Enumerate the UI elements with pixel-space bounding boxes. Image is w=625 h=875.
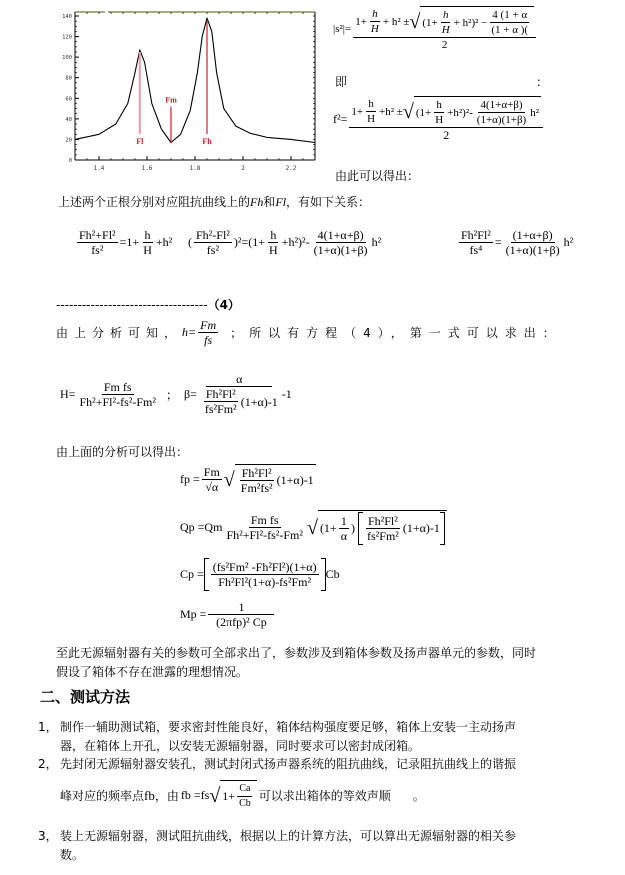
f2-rad-b: +h²)²- [447,106,473,119]
relation-2: ( $\frac{\text{Fh²-Fl²}}{\text{fs²}}$ )²=(1+ $\frac{h}{H}$ +h²)²- $\frac{4(1+\alpha+\beta)}{(1+\alpha)(1+\beta)}$ h² [188,228,382,257]
relation-1: $\frac{\text{Fh²+Fl²}}{\text{fs²}}$ =1+ $\frac{h}{H}$ +h² [79,228,173,257]
f2-den: 2 [443,128,450,142]
x-tick-label: 2.2 [285,165,297,172]
mp-den: (2πfp)² Cp [216,615,267,629]
beta-tail: -1 [281,386,292,401]
e2-tail: h² [371,235,382,249]
cp-num: (fs²Fm² -Fh²Fl²)(1+α) [212,560,317,574]
y-tick-label: 100 [62,55,72,62]
e1-den: fs² [91,243,104,257]
marker-label-fm: Fm [165,95,177,105]
formula-s2 [333,6,538,52]
marker-label-fh: Fh [202,137,212,146]
item-2-line-2b: ，由 [154,788,179,803]
beta-num: α [206,372,272,387]
semicolon: ； [165,387,178,402]
h-num: Fm [200,318,217,332]
item-1-line-1: 制作一辅助测试箱，要求密封性能良好，箱体结构强度要足够，箱体上安装一主动扬声 [60,720,517,734]
beta-inner-den: fs²Fm² [204,402,237,416]
qp-num: Fm fs [250,513,279,527]
formula-fp: fp = $\frac{Fm}{√\alpha}$ √ $\frac{\text{Fh²Fl²}}{\text{Fm²fs²}}$ (1+α)-1 [180,465,314,495]
fp-den: √α [205,480,219,494]
fp-rad-num: Fh²Fl² [241,466,272,480]
qp-rad-a: (1+ [319,521,337,535]
e3-num: Fh²Fl² [461,228,491,242]
relation-3 [457,228,573,257]
e2-open: ( [188,235,192,249]
cp-den: Fh²Fl²(1+α)-fs²Fm² [218,575,312,589]
summary-line-2: 假设了箱体不存在泄露的理想情况。 [56,665,249,679]
eq4-label: （4） [207,298,240,312]
item-2-eq-lhs: fb =fs [180,788,210,802]
two-roots-fh: Fh [250,195,264,209]
fp-lhs: fp = [180,472,200,486]
item-2-line-2a: 峰对应的频率点 [60,788,145,803]
qp-rad-frac-den: α [340,529,347,543]
y-tick-label: 120 [62,34,72,41]
x-tick-label: 2 [241,165,245,172]
e3-frac-num: (1+α+β) [512,228,553,242]
summary-line-1: 至此无源辐射器有关的参数可全部求出了，参数涉及到箱体参数及扬声器单元的参数，同时 [56,646,537,660]
equation-4-marker [56,297,240,313]
H-lhs: H= [60,386,76,401]
item-2-end: 。 [412,788,425,803]
cp-tail: Cb [325,567,340,581]
e2-num: Fh²-Fl² [196,228,230,242]
e2-rhs-b: +h²)²- [281,235,310,249]
h-den: fs [204,333,213,347]
item-1-number: 1， [38,720,58,734]
x-tick-label: 1.6 [141,165,153,172]
item-3-line-2: 数。 [60,848,85,862]
e2-den: fs² [206,243,220,257]
ji-label: 即 [335,75,348,89]
item-1-line-2: 器，在箱体上开孔，以安装无源辐射器，同时要求可以密封成闭箱。 [60,739,421,753]
f2-lhs: f²= [333,111,348,126]
dashes: ----------------------------------- [56,298,208,312]
s2-num-a: 1+ [355,15,367,28]
formula-H [60,372,292,416]
two-roots-end: ，有如下关系： [286,195,371,209]
s2-lhs: |s²|= [333,23,352,35]
f2-rad-a: (1+ [415,106,432,119]
H-den: Fh²+Fl²-fs²-Fm² [79,394,156,409]
item-2-line-2: 峰对应的频率点 fb ，由 fb =fs √ 1+ $\frac{Ca}{Cb}$ 可以求出箱体的等效声顺 。 [60,780,425,811]
item-3-number: 3， [38,829,58,843]
item-2-eq-rad-a: 1+ [222,789,236,803]
qp-lhs: Qp =Qm [180,520,223,534]
mp-num: 1 [208,600,274,615]
impedance-chart [52,0,322,175]
impedance-curve [75,18,315,142]
e3-tail: h² [563,235,574,249]
h-lhs: h= [182,325,197,339]
section-title: 二、测试方法 [40,688,131,706]
formula-qp: Qp =Qm $\frac{\text{Fm fs}}{\text{Fh²+Fl²-fs²-Fm²}}$ √ (1+ $\frac{1}{\alpha}$ ) $\frac{\text{Fh²Fl²}}{\text{fs²Fm²}}$ (1+α)-1 [180,510,447,545]
fp-num: Fm [203,465,220,479]
beta-inner-tail: (1+α)-1 [240,394,278,409]
qp-rad-frac-num: 1 [340,514,347,528]
beta-lhs: β= [183,386,197,401]
item-2-eq-num: Ca [237,782,252,797]
s2-rad-frac-den: (1 + α )( [491,24,529,36]
e1-rhs-b: +h² [155,235,173,249]
qp-br-den: fs²Fm² [367,529,399,543]
e1-num: Fh²+Fl² [79,228,116,242]
from-above-text: 由上面的分析可以得出： [56,445,189,459]
item-3-line-1: 装上无源辐射器，测试阻抗曲线，根据以上的计算方法，可以算出无源辐射器的相关参 [60,829,517,843]
s2-den: 2 [441,39,448,51]
two-roots-a: 上述两个正根分别对应阻抗曲线上的 [58,195,251,209]
item-2-line-1: 先封闭无源辐射器安装孔，测试封闭式扬声器系统的阻抗曲线，记录阻抗曲线上的谐振 [60,757,517,771]
qp-rad-b: ) [351,521,355,535]
fp-rad-den: Fm²fs² [240,481,273,495]
item-2-line-2c: 可以求出箱体的等效声顺 [258,788,391,803]
formula-mp [180,600,276,629]
item-2-eq-den: Cb [239,798,251,809]
y-tick-label: 0 [68,158,72,164]
formula-cp [180,558,340,591]
e2-frac-num: 4(1+α+β) [317,228,364,242]
f2-rad-c: h² [530,106,540,119]
analysis-a: 由上分析可知， [56,325,183,340]
s2-fraction: 1+ $\frac{h}{H}$ + h² ± √ (1+ $\frac{h}{H}$ + h²)² − $\frac{4 (1 + \alpha}{(1 + \alpha )(}$ 2 [353,6,536,52]
s2-rad-frac-num: 4 (1 + α [492,9,528,21]
y-tick-label: 60 [65,96,72,103]
y-tick-label: 140 [62,14,72,20]
qp-br-num: Fh²Fl² [367,514,398,528]
H-num: Fm fs [103,379,132,394]
item-2-fb: fb [144,787,155,803]
s2-rad-b: + h²)² − [453,16,488,29]
two-roots-and: 和 [263,195,276,209]
x-tick-label: 1.8 [189,165,201,172]
y-tick-label: 20 [65,137,72,144]
e2-frac-den: (1+α)(1+β) [313,243,368,257]
f2-fraction: 1+ $\frac{h}{H}$ +h² ± √ (1+ $\frac{h}{H}$ +h²)²- $\frac{4(1+\alpha+\beta)}{(1+\alpha)(1+\beta)}$ h² 2 [349,96,543,142]
s2-rad-a: (1+ [422,16,438,29]
analysis-b: ；所以有方程（4），第一式可以求出： [230,325,562,340]
ji-colon: ： [536,75,549,89]
analysis-line [56,318,616,347]
derive-text: 由此可以得出： [335,169,420,183]
y-tick-label: 80 [65,75,72,82]
f2-num-a: 1+ [351,105,364,118]
s2-h: h [372,8,378,20]
qp-br-tail: (1+α)-1 [402,521,440,535]
e1-rhs-a: =1+ [119,235,140,249]
qp-den: Fh²+Fl²-fs²-Fm² [226,528,303,542]
y-tick-label: 40 [65,116,72,123]
item-2-number: 2， [38,757,58,771]
beta-inner-num: Fh²Fl² [205,387,236,401]
f2-rad-frac-num: 4(1+α+β) [480,99,523,111]
s2-H: H [370,23,379,35]
e3-frac-den: (1+α)(1+β) [505,243,560,257]
e2-rhs-a: )²=(1+ [233,235,265,249]
s2-num-b: + h² ± [382,15,410,28]
fp-rad-tail: (1+α)-1 [276,473,314,487]
f2-num-b: +h² ± [379,105,403,118]
formula-f2 [333,96,545,142]
e3-den: fs⁴ [469,243,483,257]
e3-eq: = [494,235,502,249]
mp-lhs: Mp = [180,607,207,621]
x-tick-label: 1.4 [93,165,105,172]
cp-lhs: Cp = [180,567,204,581]
f2-rad-frac-den: (1+α)(1+β) [476,114,527,126]
two-roots-fl: Fl [275,195,287,209]
two-roots-text [58,194,370,210]
marker-label-fl: Fl [136,137,144,146]
